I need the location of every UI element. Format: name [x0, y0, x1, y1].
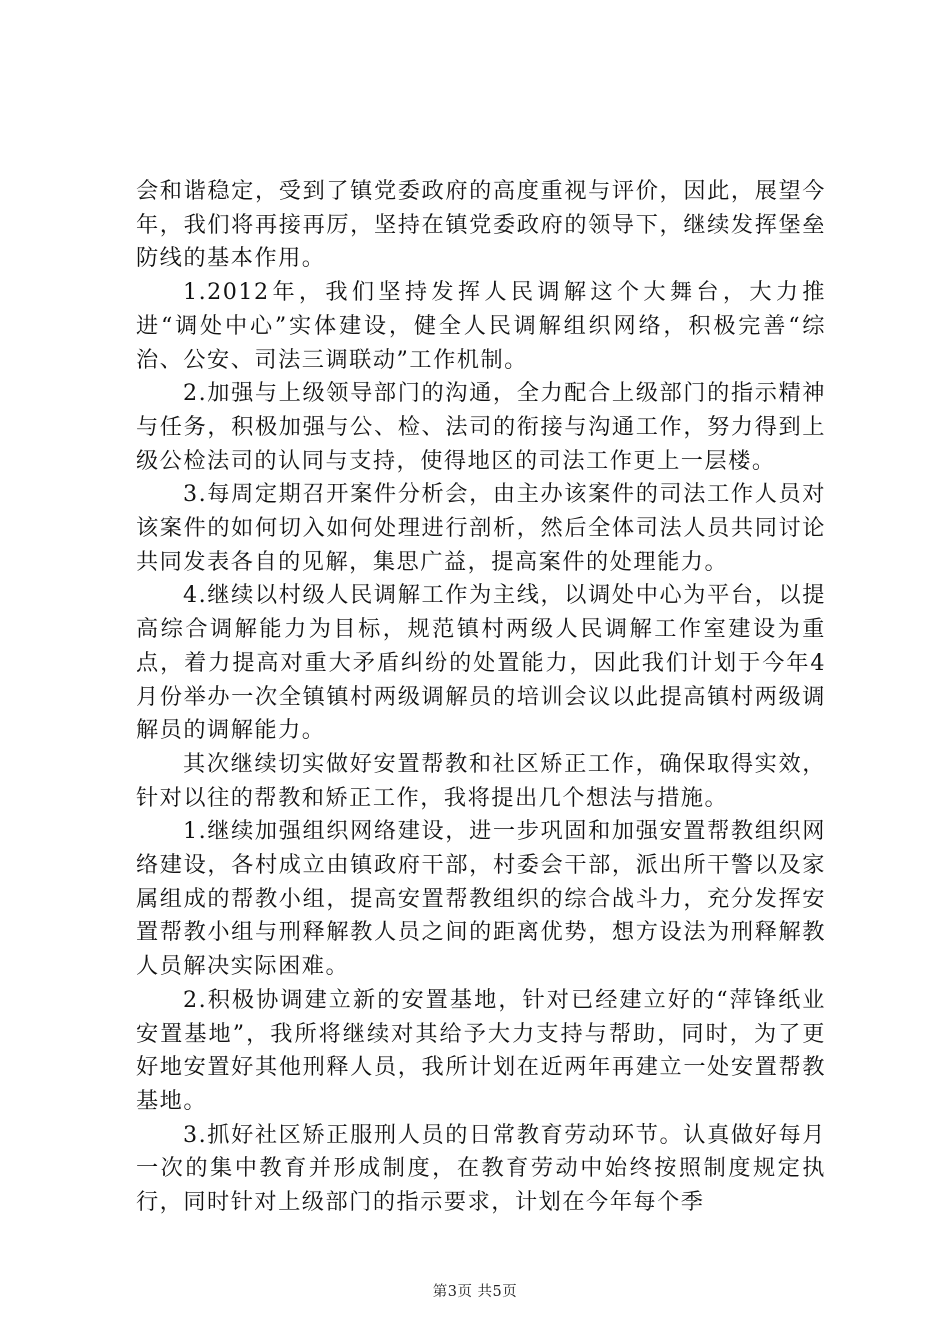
paragraph-measure-2: 2.积极协调建立新的安置基地，针对已经建立好的“萍锋纸业安置基地”，我所将继续对其给予大力支持与帮助，同时，为了更好地安置好其他刑释人员，我所计划在近两年再建立一处安置帮教基地。 [136, 986, 826, 1114]
paragraph-measure-1: 1.继续加强组织网络建设，进一步巩固和加强安置帮教组织网络建设，各村成立由镇政府干部，村委会干部，派出所干警以及家属组成的帮教小组，提高安置帮教组织的综合战斗力，充分发挥安置帮教小组与刑释解教人员之间的距离优势，想方设法为刑释解教人员解决实际困难。 [136, 818, 826, 980]
page-footer: 第3页 共5页 [432, 1284, 518, 1300]
paragraph-item-2: 2.加强与上级领导部门的沟通，全力配合上级部门的指示精神与任务，积极加强与公、检、法司的衔接与沟通工作，努力得到上级公检法司的认同与支持，使得地区的司法工作更上一层楼。 [136, 380, 826, 474]
paragraph-section-intro: 其次继续切实做好安置帮教和社区矫正工作，确保取得实效，针对以往的帮教和矫正工作，我将提出几个想法与措施。 [136, 750, 826, 811]
paragraph-measure-3: 3.抓好社区矫正服刑人员的日常教育劳动环节。认真做好每月一次的集中教育并形成制度，在教育劳动中始终按照制度规定执行，同时针对上级部门的指示要求，计划在今年每个季 [136, 1121, 826, 1216]
document-body [136, 175, 826, 1220]
paragraph-item-3: 3.每周定期召开案件分析会，由主办该案件的司法工作人员对该案件的如何切入如何处理进行剖析，然后全体司法人员共同讨论共同发表各自的见解，集思广益，提高案件的处理能力。 [136, 481, 826, 575]
paragraph-item-1: 1.2012年，我们坚持发挥人民调解这个大舞台，大力推进“调处中心”实体建设，健全人民调解组织网络，积极完善“综治、公安、司法三调联动”工作机制。 [136, 279, 826, 373]
paragraph-item-4: 4.继续以村级人民调解工作为主线，以调处中心为平台，以提高综合调解能力为目标，规范镇村两级人民调解工作室建设为重点，着力提高对重大矛盾纠纷的处置能力，因此我们计划于今年4月份举办一次全镇镇村两级调解员的培训会议以此提高镇村两级调解员的调解能力。 [136, 582, 826, 744]
paragraph-continuation: 会和谐稳定，受到了镇党委政府的高度重视与评价，因此，展望今年，我们将再接再厉，坚持在镇党委政府的领导下，继续发挥堡垒防线的基本作用。 [136, 178, 826, 272]
